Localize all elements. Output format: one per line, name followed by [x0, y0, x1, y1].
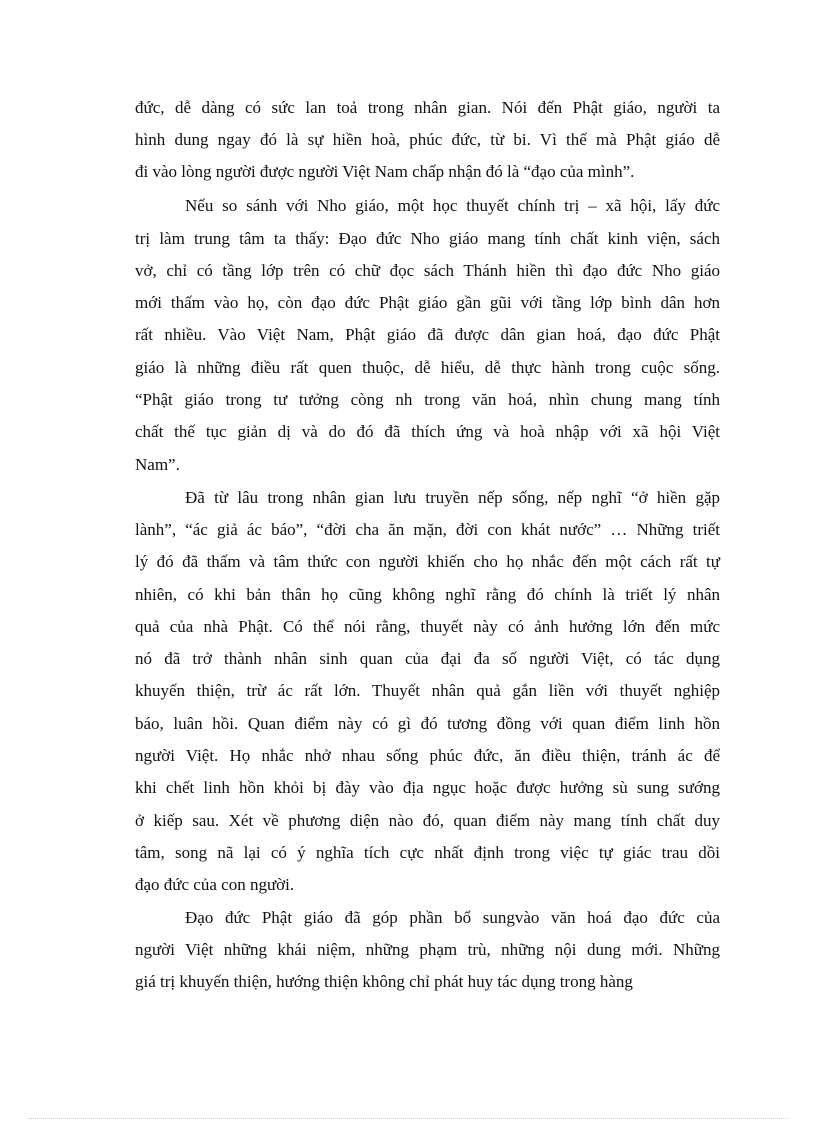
- text-line: giá trị khuyến thiện, hướng thiện không chỉ phát huy tác dụng trong hàng: [135, 972, 633, 991]
- text-line: vở, chỉ có tầng lớp trên có chữ đọc sách Thánh hiền thì đạo đức Nho giáo: [135, 261, 720, 280]
- text-line: chất thế tục giản dị và do đó đã thích ứng và hoà nhập với xã hội Việt: [135, 422, 720, 441]
- page-bottom-divider: [28, 1118, 788, 1119]
- text-line: tâm, song nã lại có ý nghĩa tích cực nhất định trong việc tự giác trau dồi: [135, 843, 720, 862]
- text-line: người Việt những khái niệm, những phạm trù, những nội dung mới. Những: [135, 940, 720, 959]
- text-line: Nam”.: [135, 455, 180, 474]
- text-line: người Việt. Họ nhắc nhở nhau sống phúc đức, ăn điều thiện, tránh ác để: [135, 746, 720, 765]
- text-line: đi vào lòng người được người Việt Nam chấp nhận đó là “đạo của mình”.: [135, 162, 635, 181]
- text-line: hình dung ngay đó là sự hiền hoà, phúc đức, từ bi. Vì thế mà Phật giáo dễ: [135, 130, 720, 149]
- text-line: “Phật giáo trong tư tưởng còng nh trong văn hoá, nhìn chung mang tính: [135, 390, 720, 409]
- text-line: rất nhiều. Vào Việt Nam, Phật giáo đã được dân gian hoá, đạo đức Phật: [135, 325, 720, 344]
- text-line: trị làm trung tâm ta thấy: Đạo đức Nho giáo mang tính chất kinh viện, sách: [135, 229, 720, 248]
- text-line: lành”, “ác giả ác báo”, “đời cha ăn mặn, đời con khát nước” … Những triết: [135, 520, 720, 539]
- paragraph-first-line: Đã từ lâu trong nhân gian lưu truyền nếp sống, nếp nghĩ “ở hiền gặp: [185, 488, 720, 507]
- text-line: đức, dễ dàng có sức lan toả trong nhân gian. Nói đến Phật giáo, người ta: [135, 98, 720, 117]
- text-line: báo, luân hồi. Quan điểm này có gì đó tương đồng với quan điểm linh hồn: [135, 714, 720, 733]
- text-line: giáo là những điều rất quen thuộc, dễ hiểu, dễ thực hành trong cuộc sống.: [135, 358, 720, 377]
- text-line: lý đó đã thấm và tâm thức con người khiến cho họ nhắc đến một cách rất tự: [135, 552, 720, 571]
- text-line: mới thấm vào họ, còn đạo đức Phật giáo gần gũi với tầng lớp bình dân hơn: [135, 293, 720, 312]
- paragraph-first-line: Nếu so sánh với Nho giáo, một học thuyết chính trị – xã hội, lấy đức: [185, 196, 720, 215]
- text-line: quả của nhà Phật. Có thể nói rằng, thuyết này có ảnh hưởng lớn đến mức: [135, 617, 720, 636]
- text-line: khi chết linh hồn khỏi bị đày vào địa ngục hoặc được hưởng sù sung sướng: [135, 778, 720, 797]
- text-line: ở kiếp sau. Xét về phương diện nào đó, quan điểm này mang tính chất duy: [135, 811, 720, 830]
- text-line: khuyến thiện, trừ ác rất lớn. Thuyết nhân quả gắn liền với thuyết nghiệp: [135, 681, 720, 700]
- text-line: đạo đức của con người.: [135, 875, 295, 894]
- text-line: nhiên, có khi bản thân họ cũng không nghĩ rằng đó chính là triết lý nhân: [135, 585, 720, 604]
- paragraph-first-line: Đạo đức Phật giáo đã góp phần bổ sungvào văn hoá đạo đức của: [185, 908, 720, 927]
- text-line: nó đã trở thành nhân sinh quan của đại đa số người Việt, có tác dụng: [135, 649, 720, 668]
